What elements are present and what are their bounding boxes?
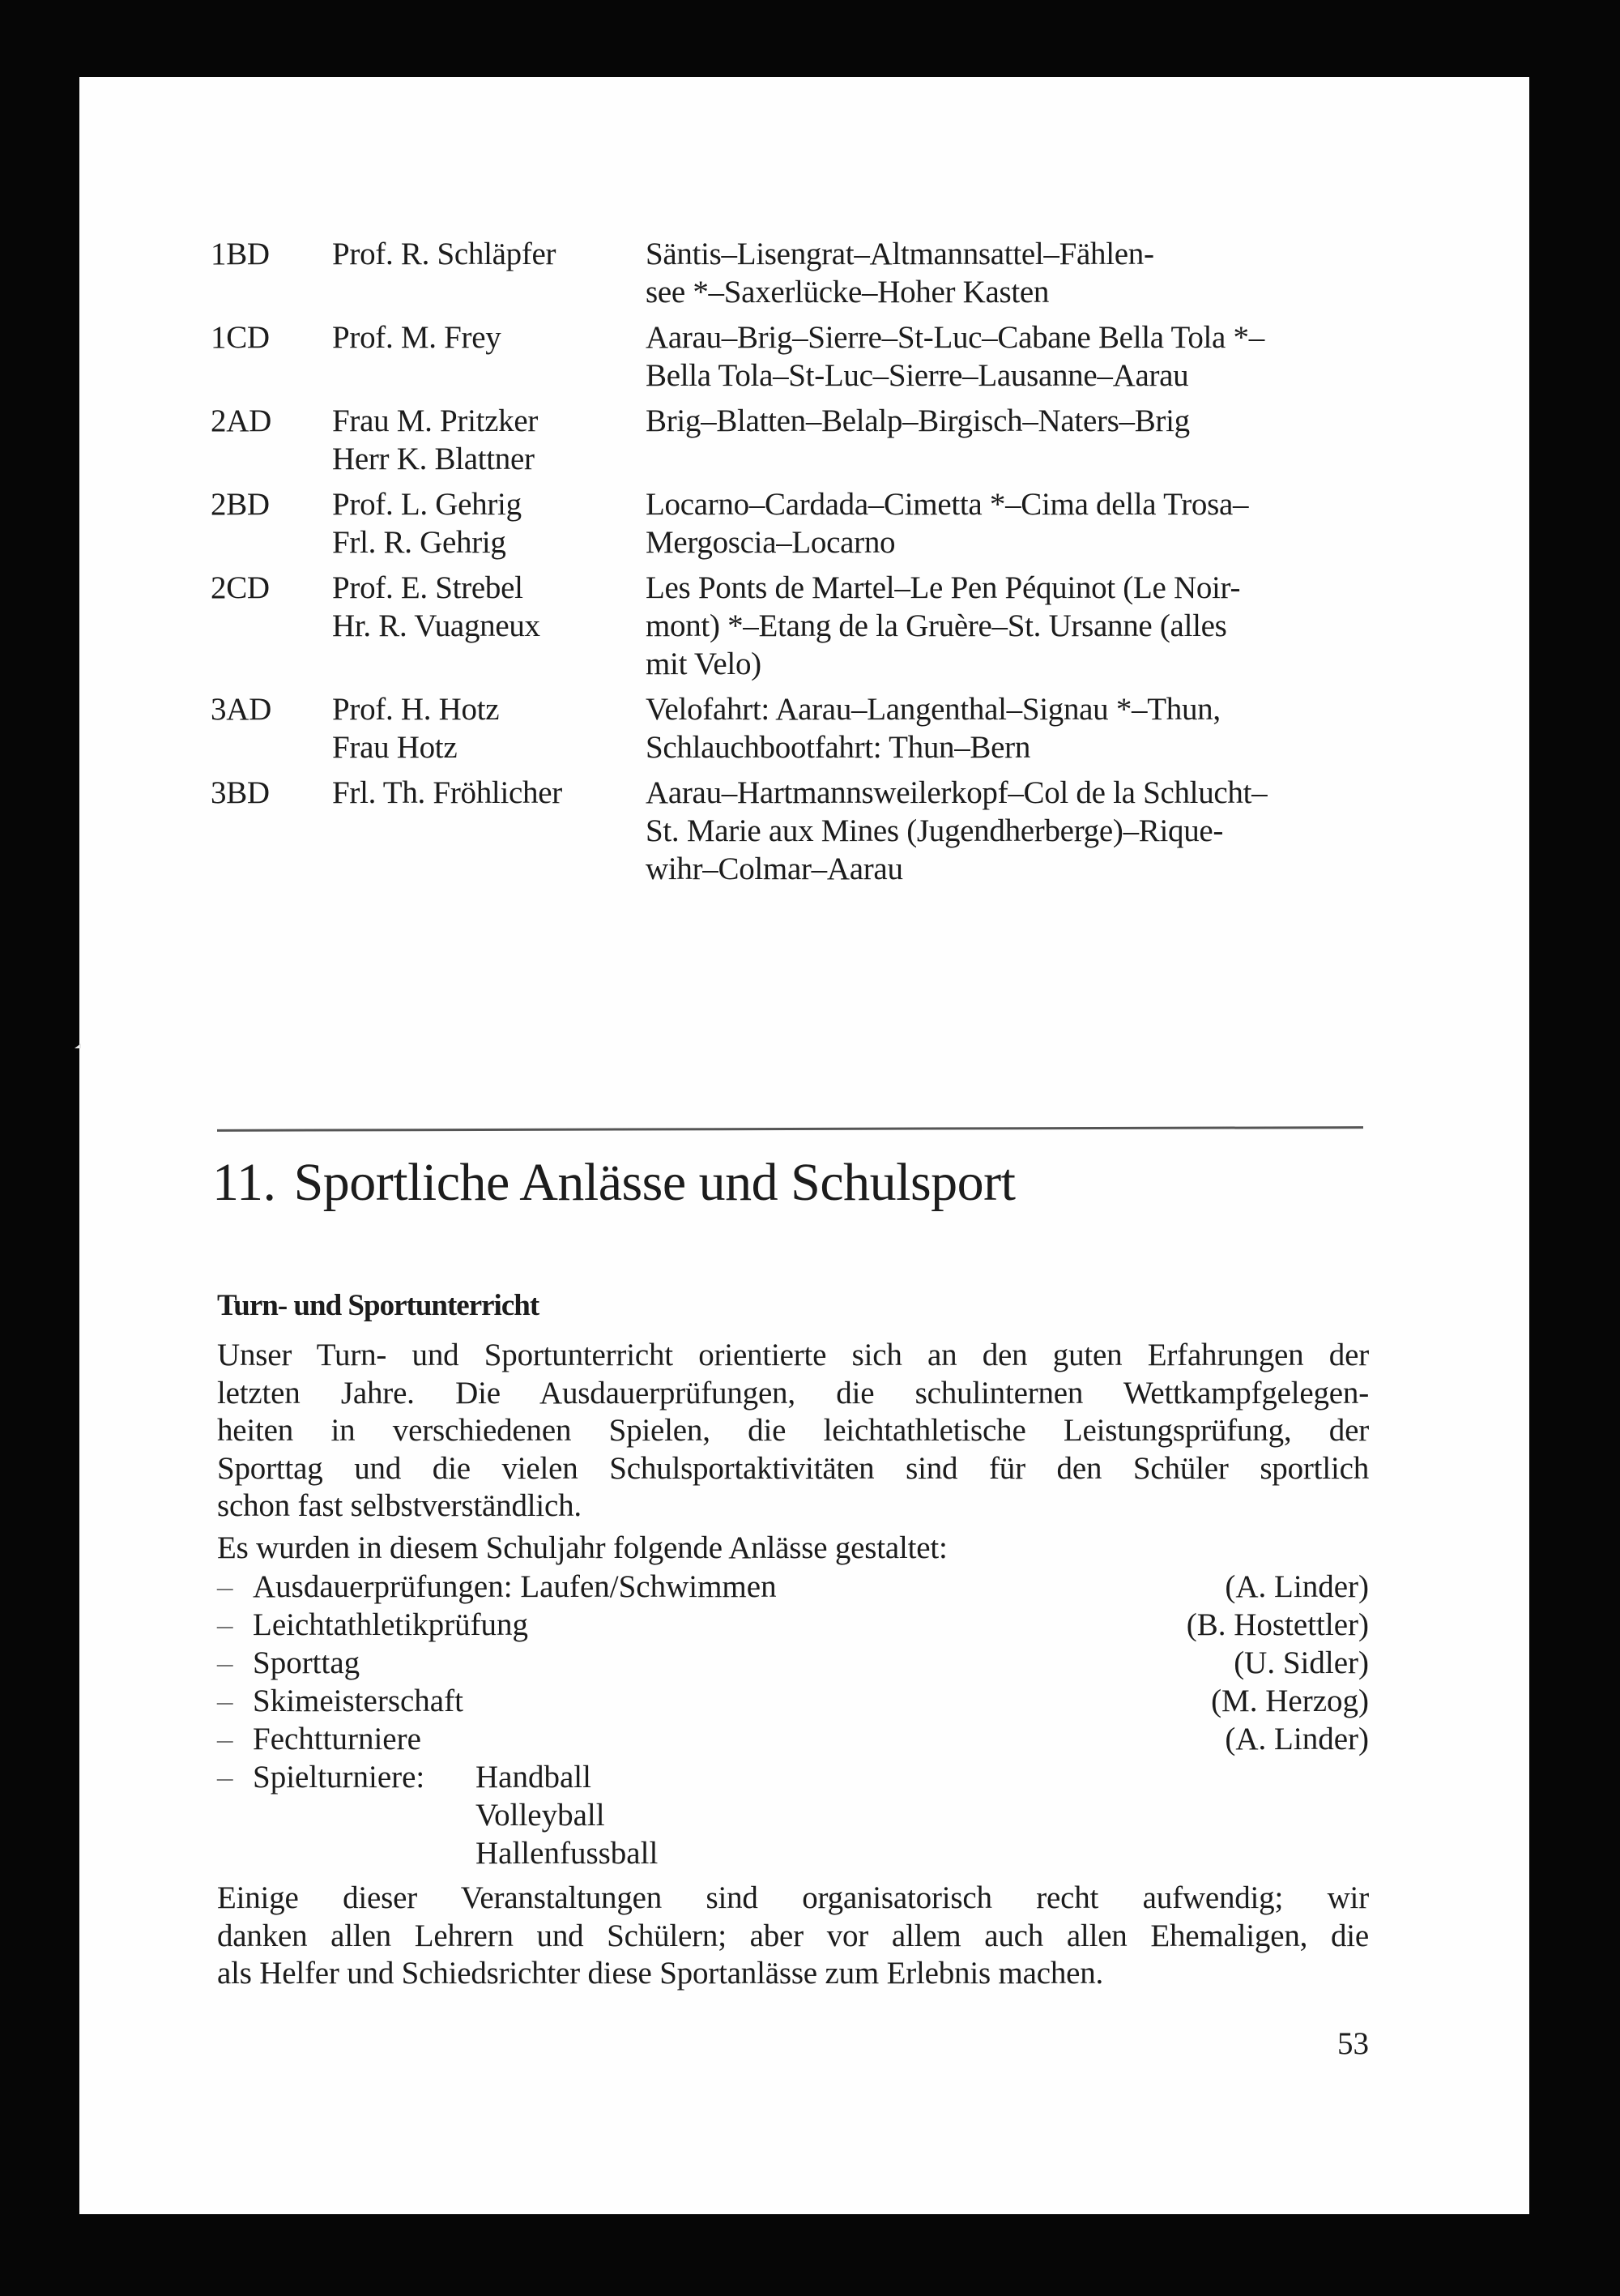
event-item [217, 1606, 1369, 1644]
event-responsible: (M. Herzog) [1211, 1684, 1369, 1718]
event-name: Leichtathletikprüfung [253, 1607, 529, 1642]
text-line: danken allen Lehrern und Schülern; aber vor allem auch allen Ehemaligen, die [217, 1918, 1369, 1953]
text-line: als Helfer und Schiedsrichter diese Sportanlässe zum Erlebnis machen. [217, 1956, 1104, 1991]
tournaments-label: Spielturniere: [253, 1760, 425, 1795]
leader-name: Frl. R. Gehrig [332, 525, 506, 560]
dash-bullet: – [217, 1645, 233, 1680]
event-responsible: (U. Sidler) [1234, 1645, 1369, 1680]
text-line: letzten Jahre. Die Ausdauerprüfungen, die schulinternen Wettkampfgelegen- [217, 1375, 1369, 1410]
event-item [217, 1720, 1369, 1758]
leader-name: Prof. E. Strebel [332, 570, 523, 605]
leader-name: Frau Hotz [332, 730, 458, 765]
text-line: Einige dieser Veranstaltungen sind organisatorisch recht aufwendig; wir [217, 1880, 1369, 1915]
route-line: Brig–Blatten–Belalp–Birgisch–Naters–Brig [646, 403, 1190, 438]
leader-name: Prof. M. Frey [332, 320, 501, 355]
route [646, 318, 1375, 395]
leaders [332, 774, 646, 888]
event-item [217, 1682, 1369, 1720]
paragraph [217, 1880, 1369, 1993]
excursion-row [211, 690, 1377, 766]
route-line: Mergoscia–Locarno [646, 525, 896, 560]
dash-bullet: – [217, 1722, 233, 1756]
dash-bullet: – [217, 1760, 233, 1795]
section-number: 11. [212, 1153, 276, 1212]
route-line: St. Marie aux Mines (Jugendherberge)–Rique- [646, 813, 1224, 848]
route-line: wihr–Colmar–Aarau [646, 851, 903, 886]
excursion-row [211, 235, 1377, 311]
route [646, 690, 1375, 766]
leader-name: Frl. Th. Fröhlicher [332, 775, 562, 810]
event-item [217, 1568, 1369, 1606]
route [646, 402, 1375, 478]
route [646, 485, 1375, 561]
class-code: 2BD [211, 487, 270, 522]
tournament-item: Volleyball [475, 1798, 605, 1833]
tournament-item: Handball [475, 1760, 591, 1795]
class-code: 2CD [211, 570, 270, 605]
section-heading [212, 1150, 1016, 1215]
text-line: Unser Turn- und Sportunterricht orientierte sich an den guten Erfahrungen der [217, 1338, 1369, 1372]
leaders [332, 690, 646, 766]
leaders [332, 569, 646, 683]
event-name: Ausdauerprüfungen: Laufen/Schwimmen [253, 1569, 777, 1604]
route-line: Säntis–Lisengrat–Altmannsattel–Fählen- [646, 237, 1154, 271]
event-name: Skimeisterschaft [253, 1684, 463, 1718]
route-line: mont) *–Etang de la Gruère–St. Ursanne (alles [646, 608, 1227, 643]
class-code: 1BD [211, 237, 270, 271]
tournament-list [475, 1758, 658, 1872]
route [646, 235, 1375, 311]
leader-name: Hr. R. Vuagneux [332, 608, 540, 643]
excursion-row [211, 318, 1377, 395]
tournaments [253, 1758, 658, 1872]
event-name: Fechtturniere [253, 1722, 421, 1756]
route-line: Bella Tola–St-Luc–Sierre–Lausanne–Aarau [646, 358, 1189, 393]
text-line: Sporttag und die vielen Schulsportaktivitäten sind für den Schüler sportlich [217, 1450, 1369, 1486]
leaders [332, 235, 646, 311]
leader-name: Prof. L. Gehrig [332, 487, 522, 522]
leaders [332, 402, 646, 478]
route [646, 569, 1375, 683]
leader-name: Herr K. Blattner [332, 442, 535, 476]
class-code: 2AD [211, 403, 271, 438]
event-responsible: (B. Hostettler) [1186, 1607, 1369, 1642]
text-line: heiten in verschiedenen Spielen, die leichtathletische Leistungsprüfung, der [217, 1413, 1369, 1448]
route [646, 774, 1375, 888]
page-number: 53 [1337, 2026, 1369, 2061]
route-line: see *–Saxerlücke–Hoher Kasten [646, 275, 1050, 309]
route-line: mit Velo) [646, 647, 761, 681]
leader-name: Prof. R. Schläpfer [332, 237, 556, 271]
events-list [217, 1568, 1369, 1872]
subsection-heading: Turn- und Sportunterricht [217, 1289, 539, 1322]
excursion-row [211, 774, 1377, 888]
event-responsible: (A. Linder) [1225, 1569, 1369, 1604]
route-line: Aarau–Hartmannsweilerkopf–Col de la Schlucht– [646, 775, 1268, 810]
dash-bullet: – [217, 1684, 233, 1718]
leader-name: Prof. H. Hotz [332, 692, 500, 727]
section-title: Sportliche Anlässe und Schulsport [293, 1153, 1016, 1212]
excursion-row [211, 402, 1377, 478]
tournament-item: Hallenfussball [475, 1836, 659, 1871]
excursion-row [211, 569, 1377, 683]
route-line: Les Ponts de Martel–Le Pen Péquinot (Le Noir- [646, 570, 1241, 605]
text-line: schon fast selbstverständlich. [217, 1488, 582, 1523]
route-line: Locarno–Cardada–Cimetta *–Cima della Trosa– [646, 487, 1249, 522]
scan-artifact [75, 1043, 81, 1048]
leaders [332, 318, 646, 395]
route-line: Schlauchbootfahrt: Thun–Bern [646, 730, 1031, 765]
dash-bullet: – [217, 1607, 233, 1642]
route-line: Velofahrt: Aarau–Langenthal–Signau *–Thun, [646, 692, 1221, 727]
class-code: 3BD [211, 775, 270, 810]
class-code: 3AD [211, 692, 271, 727]
leader-name: Frau M. Pritzker [332, 403, 539, 438]
leaders [332, 485, 646, 561]
event-responsible: (A. Linder) [1225, 1722, 1369, 1756]
class-code: 1CD [211, 320, 270, 355]
excursion-table [211, 235, 1377, 895]
excursion-row [211, 485, 1377, 561]
event-item-tournaments [217, 1758, 1369, 1872]
dash-bullet: – [217, 1569, 233, 1604]
events-intro: Es wurden in diesem Schuljahr folgende Anlässe gestaltet: [217, 1530, 948, 1565]
paragraph [217, 1337, 1369, 1526]
event-name: Sporttag [253, 1645, 360, 1680]
route-line: Aarau–Brig–Sierre–St-Luc–Cabane Bella Tola *– [646, 320, 1264, 355]
event-item [217, 1644, 1369, 1682]
